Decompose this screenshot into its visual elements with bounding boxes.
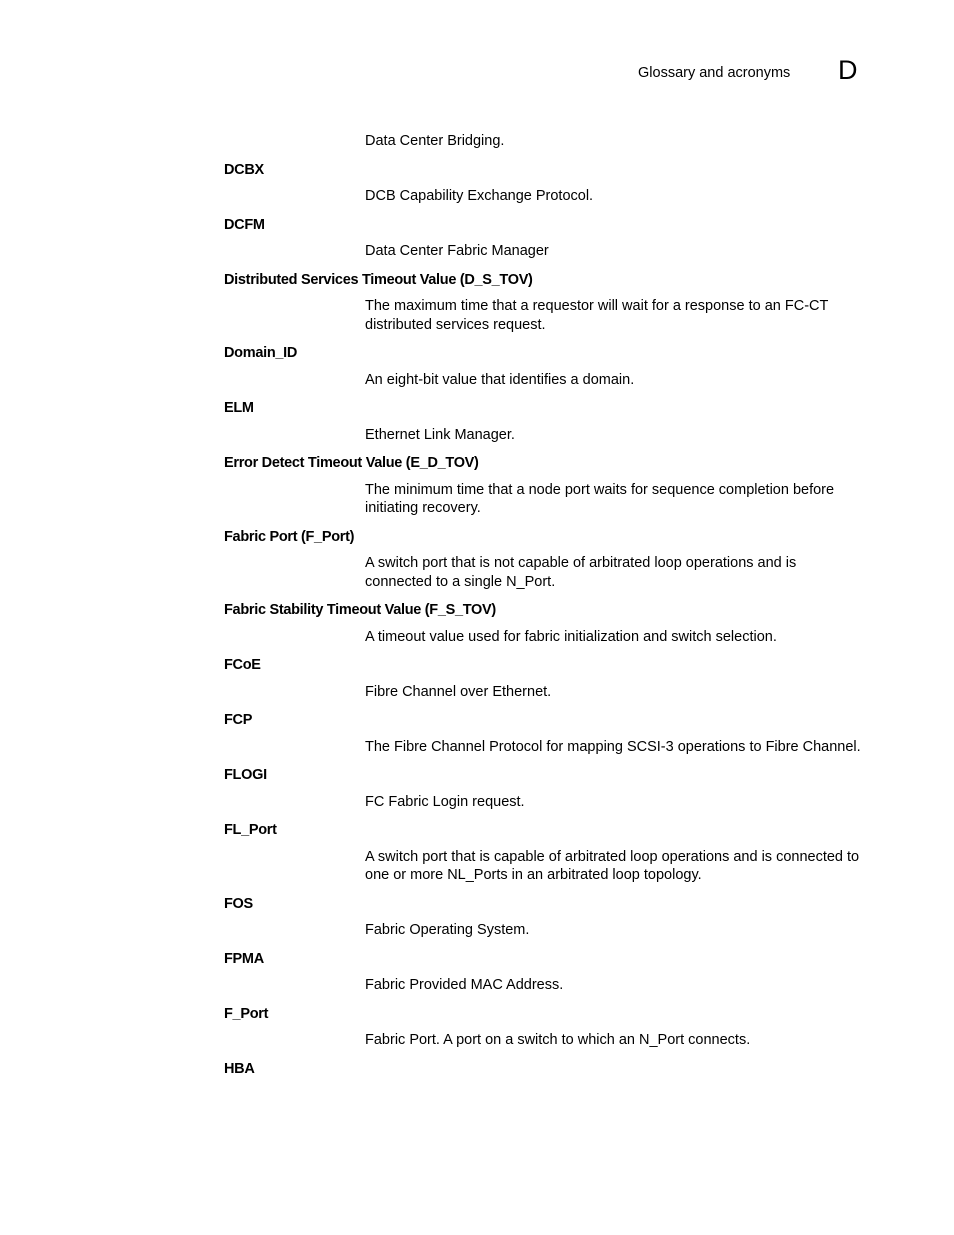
definition-line: one or more NL_Ports in an arbitrated loop topology.: [365, 867, 702, 883]
definition-line: Data Center Fabric Manager: [365, 243, 549, 259]
glossary-definition: [365, 481, 874, 518]
glossary-definition: [365, 738, 874, 757]
glossary-term: FPMA: [224, 950, 264, 967]
glossary-term: ELM: [224, 400, 254, 416]
glossary-definition: [365, 683, 874, 702]
glossary-term: DCBX: [224, 161, 264, 178]
definition-line: A switch port that is not capable of arbitrated loop operations and is: [365, 555, 797, 571]
glossary-definition: [365, 371, 874, 390]
glossary-term: Fabric Stability Timeout Value (F_S_TOV): [224, 602, 496, 618]
glossary-term: Distributed Services Timeout Value (D_S_TOV): [224, 271, 533, 288]
glossary-term: F_Port: [224, 1005, 269, 1022]
definition-line: A switch port that is capable of arbitrated loop operations and is connected to: [365, 848, 860, 865]
glossary-definition: Data Center Bridging.: [365, 133, 505, 149]
glossary-definition: [365, 187, 874, 206]
definition-line: Fibre Channel over Ethernet.: [365, 683, 552, 700]
glossary-term: FOS: [224, 895, 253, 912]
glossary-definition: [365, 628, 874, 647]
glossary-list: [224, 132, 874, 1078]
glossary-term: HBA: [224, 1060, 255, 1077]
definition-line: Ethernet Link Manager.: [365, 426, 515, 443]
glossary-definition: [365, 921, 874, 940]
glossary-term: Fabric Port (F_Port): [224, 528, 355, 545]
glossary-term: FCoE: [224, 657, 261, 673]
glossary-definition: [365, 848, 874, 885]
definition-line: The minimum time that a node port waits for sequence completion before: [365, 481, 835, 498]
definition-line: connected to a single N_Port.: [365, 573, 556, 590]
glossary-term: DCFM: [224, 216, 265, 233]
definition-line: An eight-bit value that identifies a domain.: [365, 371, 635, 388]
definition-line: A timeout value used for fabric initialization and switch selection.: [365, 628, 777, 645]
definition-line: distributed services request.: [365, 316, 546, 333]
definition-line: Fabric Operating System.: [365, 922, 530, 938]
definition-line: initiating recovery.: [365, 500, 481, 516]
definition-line: Fabric Port. A port on a switch to which an N_Port connects.: [365, 1032, 751, 1048]
glossary-definition: [365, 976, 874, 995]
glossary-definition: [365, 554, 874, 591]
glossary-term: FCP: [224, 712, 253, 728]
definition-line: Fabric Provided MAC Address.: [365, 977, 564, 993]
glossary-term: Error Detect Timeout Value (E_D_TOV): [224, 455, 479, 471]
glossary-term: FLOGI: [224, 767, 267, 783]
glossary-definition: [365, 242, 874, 261]
glossary-term: Domain_ID: [224, 345, 298, 361]
section-title: Glossary and acronyms: [638, 65, 791, 81]
definition-line: DCB Capability Exchange Protocol.: [365, 188, 594, 204]
definition-line: FC Fabric Login request.: [365, 793, 525, 810]
definition-line: The Fibre Channel Protocol for mapping SCSI-3 operations to Fibre Channel.: [365, 738, 861, 755]
glossary-definition: [365, 297, 874, 334]
glossary-definition: [365, 793, 874, 812]
glossary-term: FL_Port: [224, 822, 277, 838]
definition-line: The maximum time that a requestor will wait for a response to an FC-CT: [365, 298, 829, 314]
glossary-definition: [365, 1031, 874, 1050]
appendix-letter: D: [838, 55, 858, 85]
glossary-definition: [365, 426, 874, 445]
